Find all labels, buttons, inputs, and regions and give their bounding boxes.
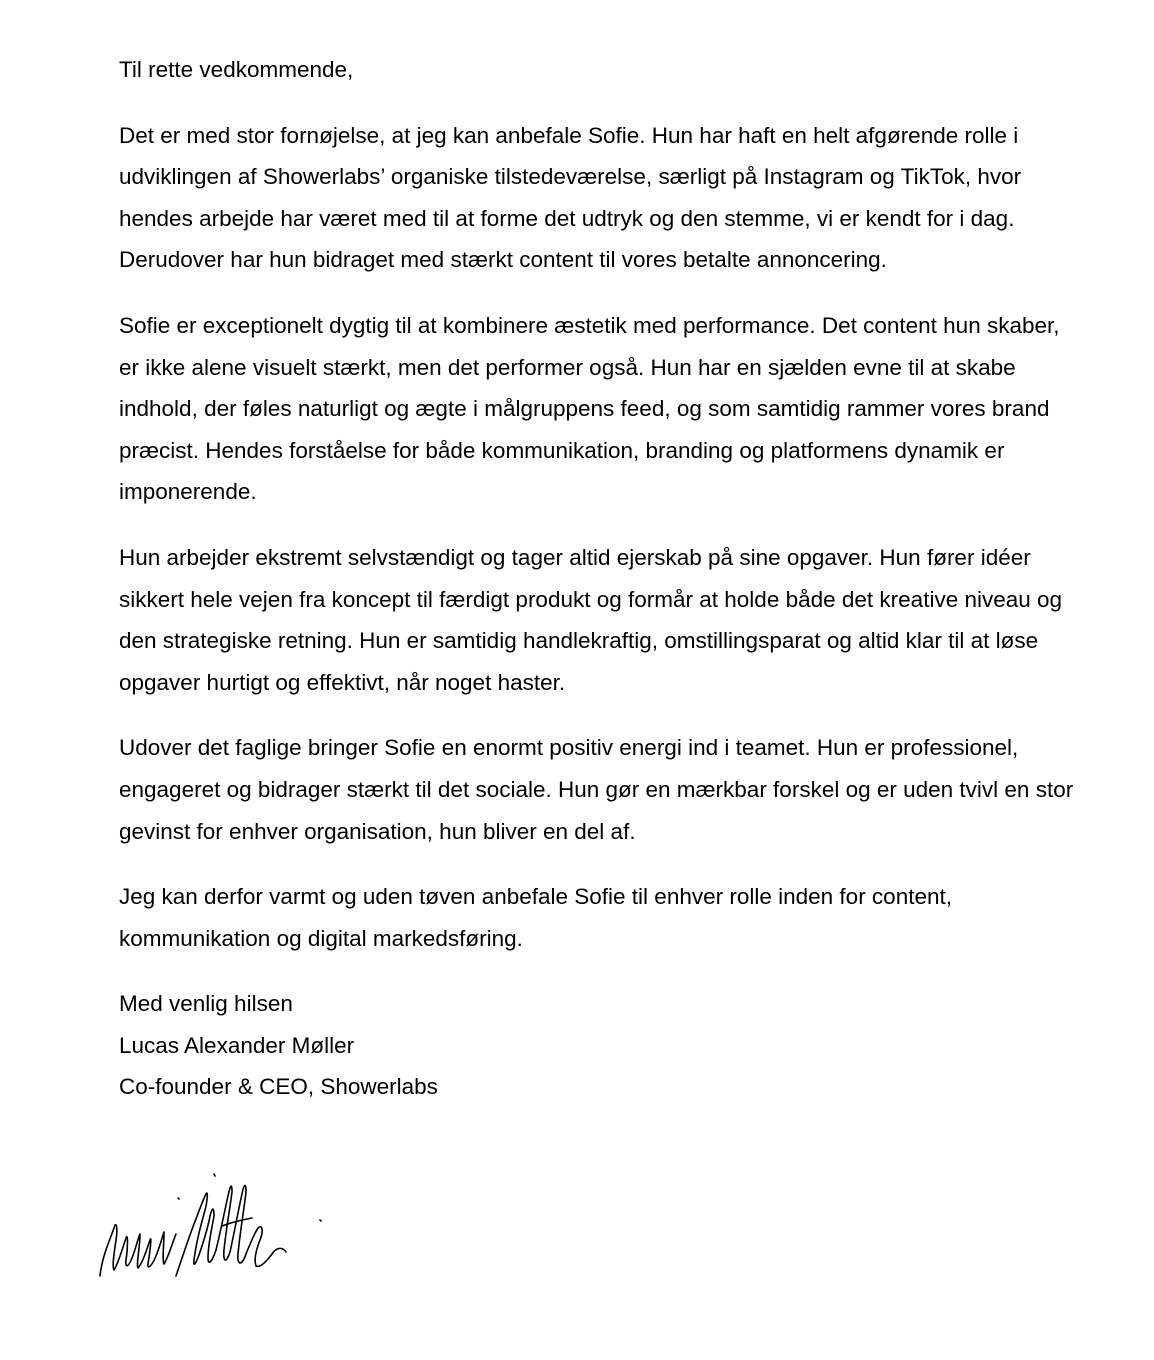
letter-body [119, 49, 1079, 1108]
signer-title: Co-founder & CEO, Showerlabs [119, 1074, 438, 1100]
closing-phrase: Med venlig hilsen [119, 991, 293, 1017]
sign-off [119, 983, 1079, 1108]
paragraph-5: Jeg kan derfor varmt og uden tøven anbefale Sofie til enhver rolle inden for content, kommunikation og digital markedsføring. [119, 884, 952, 951]
greeting: Til rette vedkommende, [119, 57, 354, 82]
paragraph-4: Udover det faglige bringer Sofie en enormt positiv energi ind i teamet. Hun er professionel, engageret og bidrager stærkt til det sociale. Hun gør en mærkbar forskel og er uden tvivl en stor gevinst for enhver organisation, hun bliver en del af. [119, 735, 1074, 844]
signer-name: Lucas Alexander Møller [119, 1032, 355, 1058]
handwritten-signature-icon [92, 1168, 332, 1290]
paragraph-3: Hun arbejder ekstremt selvstændigt og tager altid ejerskab på sine opgaver. Hun fører idéer sikkert hele vejen fra koncept til færdigt produkt og formår at holde både det kreative niveau og den strategiske retning. Hun er samtidig handlekraftig, omstillingsparat og altid klar til at løse opgaver hurtigt og effektivt, når noget haster. [119, 544, 1063, 695]
paragraph-1: Det er med stor fornøjelse, at jeg kan anbefale Sofie. Hun har haft en helt afgørende rolle i udviklingen af Showerlabs’ organiske tilstedeværelse, særligt på Instagram og TikTok, hvor hendes arbejde har været med til at forme det udtryk og den stemme, vi er kendt for i dag. Derudover har hun bidraget med stærkt content til vores betalte annoncering. [119, 122, 1022, 273]
paragraph-2: Sofie er exceptionelt dygtig til at kombinere æstetik med performance. Det content hun skaber, er ikke alene visuelt stærkt, men det performer også. Hun har en sjælden evne til at skabe indhold, der føles naturligt og ægte i målgruppens feed, og som samtidig rammer vores brand præcist. Hendes forståelse for både kommunikation, branding og platformens dynamik er imponerende. [119, 312, 1060, 505]
